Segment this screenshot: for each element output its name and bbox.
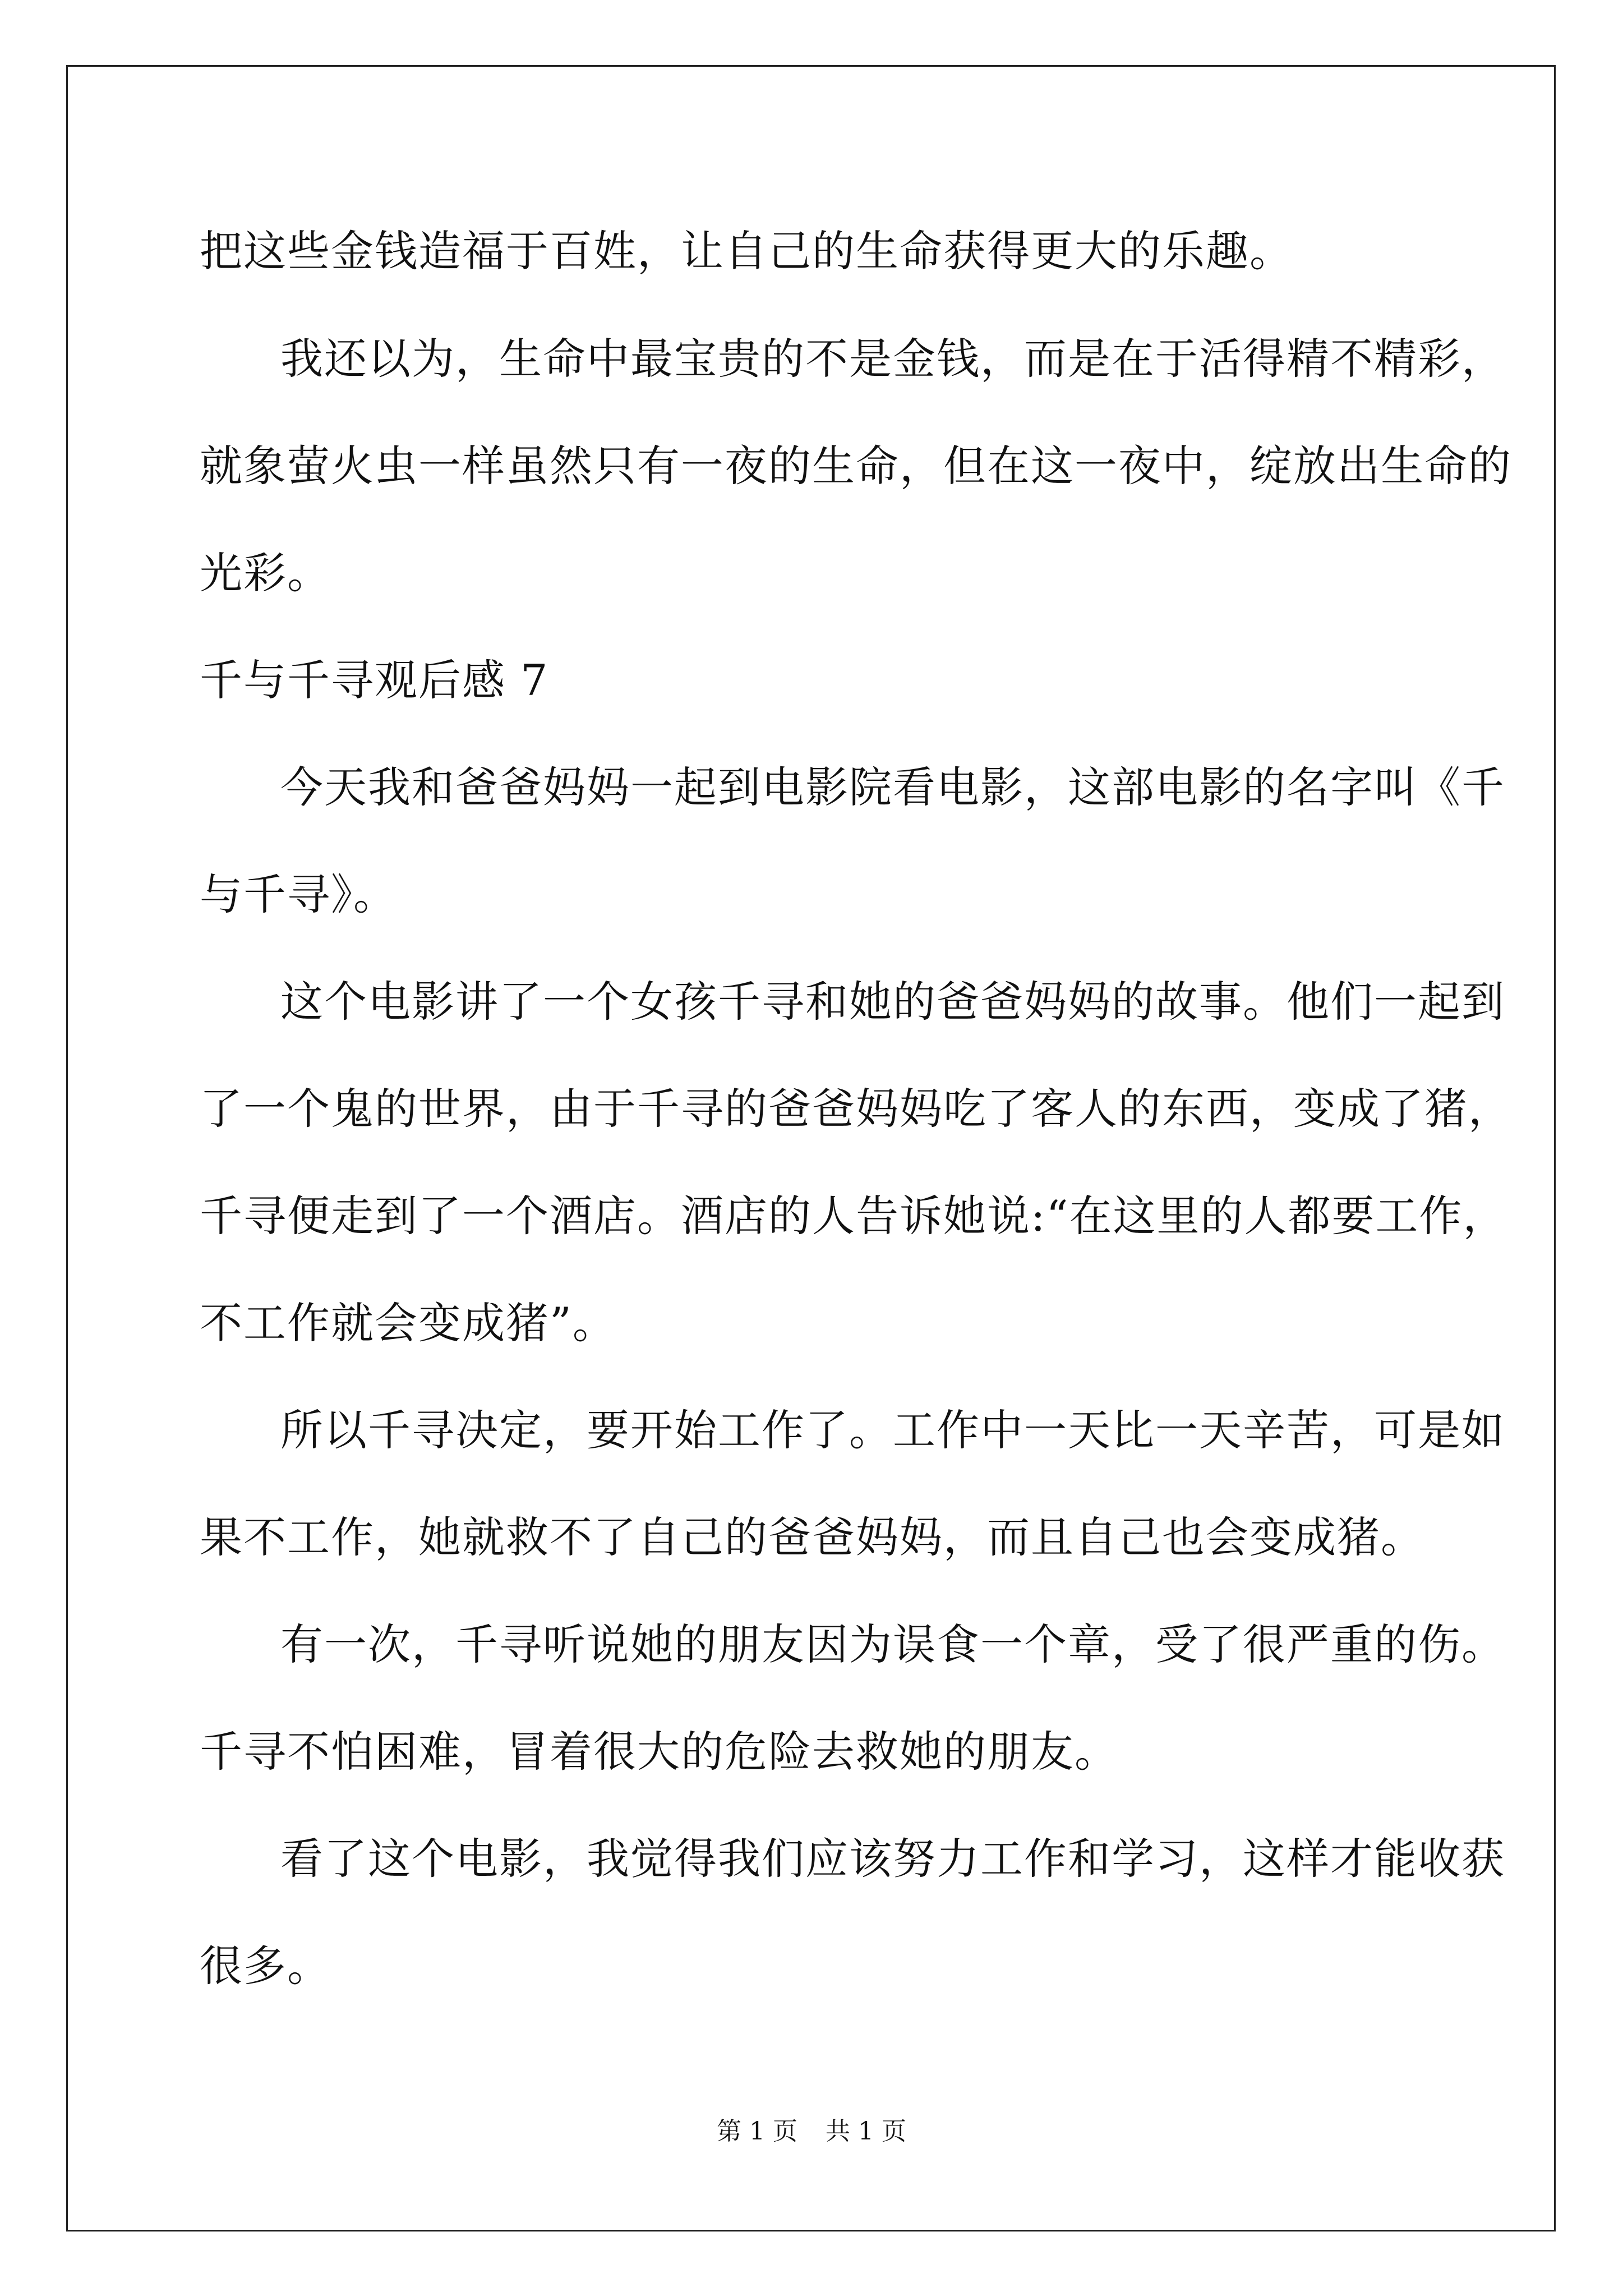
body-line: 光彩。 <box>200 548 331 598</box>
body-line: 所以千寻决定，要开始工作了。工作中一天比一天辛苦，可是如 <box>280 1405 1505 1455</box>
body-line: 有一次，千寻听说她的朋友因为误食一个章，受了很严重的伤。 <box>280 1619 1505 1669</box>
body-line: 很多。 <box>200 1941 331 1991</box>
body-line: 千寻便走到了一个酒店。酒店的人告诉她说:“在这里的人都要工作， <box>200 1191 1507 1241</box>
body-line: 我还以为，生命中最宝贵的不是金钱，而是在于活得精不精彩， <box>280 334 1505 384</box>
page-footer <box>0 2115 1623 2148</box>
page-border <box>66 65 1556 2231</box>
body-line: 不工作就会变成猪”。 <box>200 1298 616 1348</box>
body-line: 就象萤火虫一样虽然只有一夜的生命，但在这一夜中，绽放出生命的 <box>200 441 1512 491</box>
body-line: 千寻不怕困难，冒着很大的危险去救她的朋友。 <box>200 1727 1118 1777</box>
body-line: 了一个鬼的世界，由于千寻的爸爸妈妈吃了客人的东西，变成了猪， <box>200 1084 1512 1134</box>
body-line: 把这些金钱造福于百姓，让自己的生命获得更大的乐趣。 <box>200 226 1293 276</box>
body-line: 与千寻》。 <box>200 869 397 919</box>
body-line: 这个电影讲了一个女孩千寻和她的爸爸妈妈的故事。他们一起到 <box>280 977 1505 1027</box>
body-line: 今天我和爸爸妈妈一起到电影院看电影，这部电影的名字叫《千 <box>280 762 1505 812</box>
body-line: 果不工作，她就救不了自己的爸爸妈妈，而且自己也会变成猪。 <box>200 1512 1424 1562</box>
body-line: 看了这个电影，我觉得我们应该努力工作和学习，这样才能收获 <box>280 1834 1505 1884</box>
section-heading: 千与千寻观后感 7 <box>200 655 549 705</box>
page-number: 第 1 页 <box>717 2117 797 2146</box>
page-total: 共 1 页 <box>826 2117 906 2146</box>
